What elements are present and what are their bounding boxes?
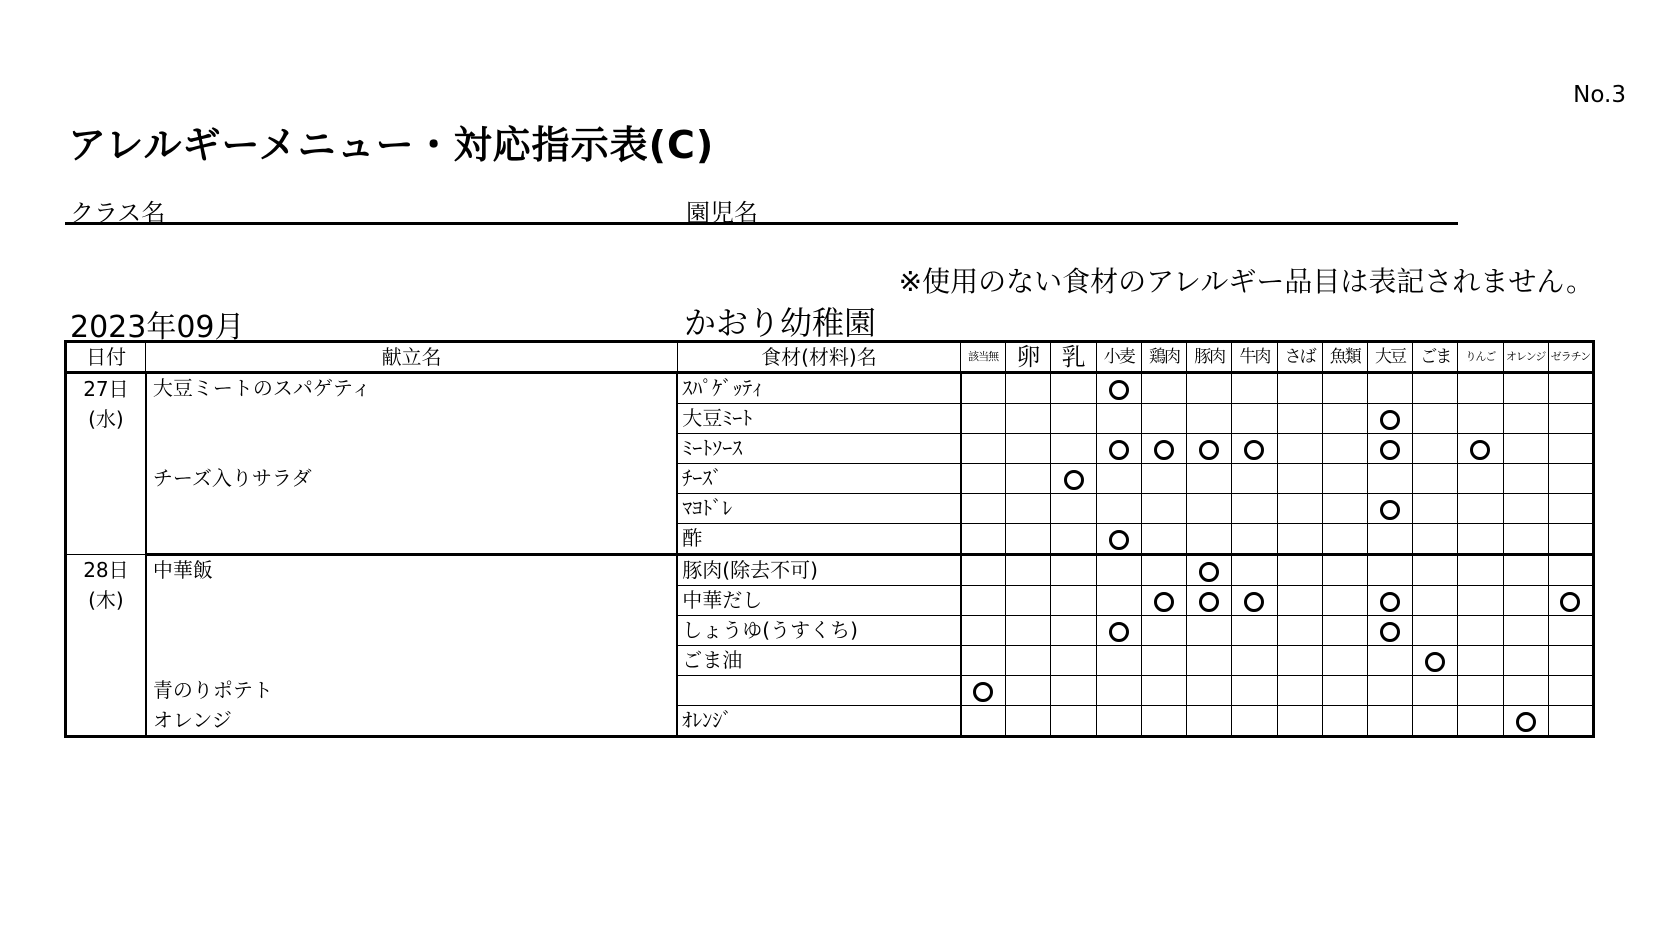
allergen-mark-circle <box>1380 500 1400 520</box>
allergen-cell <box>1413 555 1458 586</box>
allergen-cell <box>1051 586 1096 616</box>
allergen-cell <box>1367 646 1412 676</box>
header-ingredient: 食材(材料)名 <box>677 342 960 373</box>
allergen-mark-circle <box>1244 592 1264 612</box>
date-cell <box>66 373 146 555</box>
allergen-cell <box>1051 373 1096 404</box>
dish-name <box>146 404 677 434</box>
dish-name <box>146 616 677 646</box>
allergen-cell <box>1006 646 1051 676</box>
allergen-cell <box>1458 404 1503 434</box>
table-row <box>66 494 1594 524</box>
ingredient-name: 中華だし <box>677 586 960 616</box>
allergen-cell <box>1232 586 1277 616</box>
allergen-mark-circle <box>1516 712 1536 732</box>
allergen-cell <box>1322 555 1367 586</box>
allergen-cell <box>1006 524 1051 555</box>
header-allergen: オレンジ <box>1503 342 1548 373</box>
allergen-cell <box>1548 434 1593 464</box>
allergen-cell <box>1458 494 1503 524</box>
allergen-cell <box>1187 706 1232 737</box>
allergen-cell <box>1458 706 1503 737</box>
allergen-mark-circle <box>1154 592 1174 612</box>
allergen-cell <box>1548 555 1593 586</box>
ingredient-name: 酢 <box>677 524 960 555</box>
header-allergen: ゼラチン <box>1548 342 1593 373</box>
allergen-cell <box>1413 464 1458 494</box>
allergen-cell <box>1006 555 1051 586</box>
class-name-label: クラス名 <box>70 199 166 227</box>
allergen-cell <box>1548 646 1593 676</box>
allergen-cell <box>961 616 1006 646</box>
allergen-cell <box>1277 676 1322 706</box>
header-allergen: ごま <box>1413 342 1458 373</box>
allergen-cell <box>1413 524 1458 555</box>
allergen-cell <box>1458 464 1503 494</box>
header-allergen: さば <box>1277 342 1322 373</box>
allergen-cell <box>1141 586 1186 616</box>
allergen-mark-circle <box>973 682 993 702</box>
allergen-cell <box>1232 464 1277 494</box>
header-allergen: 乳 <box>1051 342 1096 373</box>
allergen-cell <box>1141 676 1186 706</box>
school-name: かおり幼稚園 <box>684 304 877 342</box>
allergen-cell <box>1051 555 1096 586</box>
allergen-cell <box>1322 586 1367 616</box>
ingredient-name: しょうゆ(うすくち) <box>677 616 960 646</box>
allergen-cell <box>1458 646 1503 676</box>
allergen-cell <box>1141 373 1186 404</box>
dish-name <box>146 586 677 616</box>
header-allergen: 鶏肉 <box>1141 342 1186 373</box>
allergen-cell <box>1141 524 1186 555</box>
name-underline <box>65 222 1458 225</box>
allergen-mark-circle <box>1380 592 1400 612</box>
allergen-cell <box>1096 434 1141 464</box>
allergen-cell <box>1458 524 1503 555</box>
allergen-cell <box>961 586 1006 616</box>
allergen-cell <box>1458 555 1503 586</box>
allergen-cell <box>1322 373 1367 404</box>
allergen-cell <box>1232 494 1277 524</box>
day-label: 27日 <box>83 377 129 401</box>
allergen-cell <box>1096 706 1141 737</box>
allergen-cell <box>1548 373 1593 404</box>
allergen-cell <box>1548 524 1593 555</box>
allergen-cell <box>1277 616 1322 646</box>
table-row <box>66 616 1594 646</box>
allergen-cell <box>1141 646 1186 676</box>
allergen-cell <box>1413 373 1458 404</box>
allergen-cell <box>1503 616 1548 646</box>
allergen-cell <box>1277 555 1322 586</box>
allergen-cell <box>961 434 1006 464</box>
allergen-cell <box>1006 434 1051 464</box>
ingredient-name: ﾁｰｽﾞ <box>677 464 960 494</box>
allergen-cell <box>1503 404 1548 434</box>
allergen-cell <box>1187 676 1232 706</box>
allergen-cell <box>1277 706 1322 737</box>
allergen-cell <box>1051 646 1096 676</box>
allergen-cell <box>961 524 1006 555</box>
allergen-cell <box>1367 494 1412 524</box>
allergen-cell <box>1187 646 1232 676</box>
allergen-cell <box>1277 494 1322 524</box>
allergen-cell <box>1503 646 1548 676</box>
allergen-cell <box>1322 494 1367 524</box>
allergen-mark-circle <box>1470 440 1490 460</box>
header-allergen: 卵 <box>1006 342 1051 373</box>
allergen-cell <box>1096 404 1141 434</box>
dish-name <box>146 646 677 676</box>
header-dish: 献立名 <box>146 342 677 373</box>
allergen-cell <box>1503 555 1548 586</box>
allergen-cell <box>1367 616 1412 646</box>
allergen-cell <box>1548 404 1593 434</box>
header-allergen: りんご <box>1458 342 1503 373</box>
allergen-cell <box>1006 373 1051 404</box>
allergen-mark-circle <box>1199 440 1219 460</box>
allergen-mark-circle <box>1244 440 1264 460</box>
allergen-mark-circle <box>1199 592 1219 612</box>
allergen-cell <box>1187 404 1232 434</box>
allergen-cell <box>1413 706 1458 737</box>
allergen-note: ※使用のない食材のアレルギー品目は表記されません。 <box>898 265 1594 298</box>
ingredient-name: ｵﾚﾝｼﾞ <box>677 706 960 737</box>
allergen-cell <box>1503 706 1548 737</box>
header-allergen: 該当無 <box>961 342 1006 373</box>
allergen-cell <box>1096 373 1141 404</box>
allergen-cell <box>1322 524 1367 555</box>
allergen-cell <box>1367 555 1412 586</box>
ingredient-name: 大豆ﾐｰﾄ <box>677 404 960 434</box>
allergen-cell <box>1322 616 1367 646</box>
allergen-cell <box>961 464 1006 494</box>
allergen-cell <box>1006 586 1051 616</box>
dish-name <box>146 494 677 524</box>
allergen-mark-circle <box>1560 592 1580 612</box>
allergen-cell <box>1458 676 1503 706</box>
allergen-cell <box>1277 586 1322 616</box>
allergen-mark-circle <box>1199 562 1219 582</box>
allergen-cell <box>1503 524 1548 555</box>
allergen-cell <box>1503 373 1548 404</box>
allergen-cell <box>1141 434 1186 464</box>
allergen-cell <box>1096 676 1141 706</box>
allergen-mark-circle <box>1380 622 1400 642</box>
allergen-cell <box>961 404 1006 434</box>
allergen-cell <box>1006 464 1051 494</box>
allergen-cell <box>1141 706 1186 737</box>
allergen-cell <box>1548 586 1593 616</box>
allergen-cell <box>1503 586 1548 616</box>
header-allergen: 魚類 <box>1322 342 1367 373</box>
weekday-label: (木) <box>88 588 124 612</box>
allergen-cell <box>1277 464 1322 494</box>
allergen-cell <box>1096 555 1141 586</box>
allergen-cell <box>1322 706 1367 737</box>
allergen-cell <box>1006 706 1051 737</box>
ingredient-name: ｽﾊﾟｹﾞｯﾃｨ <box>677 373 960 404</box>
allergen-cell <box>1413 616 1458 646</box>
allergy-menu-table <box>64 340 1595 738</box>
allergen-cell <box>1051 434 1096 464</box>
allergen-cell <box>1096 586 1141 616</box>
allergen-cell <box>1367 676 1412 706</box>
ingredient-name: ﾏﾖﾄﾞﾚ <box>677 494 960 524</box>
header-allergen: 大豆 <box>1367 342 1412 373</box>
allergen-cell <box>961 646 1006 676</box>
allergen-cell <box>1458 434 1503 464</box>
allergen-cell <box>1277 373 1322 404</box>
allergen-cell <box>1051 404 1096 434</box>
page-title: アレルギーメニュー・対応指示表(C) <box>68 123 715 167</box>
table-row <box>66 706 1594 737</box>
allergen-cell <box>1458 586 1503 616</box>
dish-name: オレンジ <box>146 706 677 737</box>
allergen-cell <box>1141 616 1186 646</box>
weekday-label: (水) <box>88 407 124 431</box>
table-row <box>66 464 1594 494</box>
allergen-cell <box>1141 464 1186 494</box>
allergen-cell <box>1187 434 1232 464</box>
date-cell <box>66 555 146 737</box>
allergen-cell <box>1503 464 1548 494</box>
allergen-cell <box>1322 404 1367 434</box>
allergen-cell <box>1141 555 1186 586</box>
allergen-cell <box>1096 616 1141 646</box>
allergen-cell <box>1367 464 1412 494</box>
ingredient-name: ごま油 <box>677 646 960 676</box>
allergen-cell <box>1413 646 1458 676</box>
table-row <box>66 555 1594 586</box>
allergen-cell <box>1413 404 1458 434</box>
allergen-cell <box>1277 434 1322 464</box>
allergen-cell <box>1232 555 1277 586</box>
allergen-cell <box>1458 373 1503 404</box>
allergen-cell <box>1187 616 1232 646</box>
allergen-cell <box>1006 676 1051 706</box>
allergen-cell <box>1413 434 1458 464</box>
allergen-mark-circle <box>1109 622 1129 642</box>
allergen-cell <box>1367 404 1412 434</box>
allergen-cell <box>1232 676 1277 706</box>
page-number: No.3 <box>1573 82 1626 108</box>
allergen-cell <box>1503 494 1548 524</box>
allergen-cell <box>961 494 1006 524</box>
allergen-mark-circle <box>1380 440 1400 460</box>
allergen-cell <box>1096 464 1141 494</box>
dish-name: チーズ入りサラダ <box>146 464 677 494</box>
table-row <box>66 676 1594 706</box>
header-date: 日付 <box>66 342 146 373</box>
allergen-cell <box>1232 373 1277 404</box>
allergen-cell <box>1006 616 1051 646</box>
allergen-cell <box>1548 676 1593 706</box>
table-row <box>66 524 1594 555</box>
ingredient-name <box>677 676 960 706</box>
table-row <box>66 646 1594 676</box>
allergen-mark-circle <box>1154 440 1174 460</box>
allergen-cell <box>1277 524 1322 555</box>
dish-name: 大豆ミートのスパゲティ <box>146 373 677 404</box>
allergen-cell <box>1232 646 1277 676</box>
allergen-cell <box>1232 524 1277 555</box>
allergen-cell <box>1322 434 1367 464</box>
allergen-cell <box>1367 434 1412 464</box>
allergen-cell <box>961 706 1006 737</box>
allergen-cell <box>961 555 1006 586</box>
allergen-cell <box>961 676 1006 706</box>
allergen-cell <box>1187 586 1232 616</box>
allergen-cell <box>1051 616 1096 646</box>
allergen-mark-circle <box>1109 530 1129 550</box>
allergen-cell <box>1051 494 1096 524</box>
allergen-cell <box>1503 434 1548 464</box>
allergen-cell <box>1413 586 1458 616</box>
dish-name <box>146 524 677 555</box>
allergen-cell <box>1367 706 1412 737</box>
allergen-cell <box>1548 706 1593 737</box>
allergen-cell <box>961 373 1006 404</box>
allergen-cell <box>1232 616 1277 646</box>
allergen-cell <box>1413 494 1458 524</box>
child-name-label: 園児名 <box>686 199 758 227</box>
allergen-cell <box>1051 706 1096 737</box>
ingredient-name: 豚肉(除去不可) <box>677 555 960 586</box>
allergen-mark-circle <box>1064 470 1084 490</box>
allergen-cell <box>1322 464 1367 494</box>
table-row <box>66 434 1594 464</box>
allergen-cell <box>1006 494 1051 524</box>
header-allergen: 小麦 <box>1096 342 1141 373</box>
menu-month: 2023年09月 <box>70 310 245 345</box>
allergen-cell <box>1458 616 1503 646</box>
allergen-cell <box>1548 494 1593 524</box>
allergen-cell <box>1413 676 1458 706</box>
allergen-cell <box>1367 586 1412 616</box>
allergen-cell <box>1141 404 1186 434</box>
allergen-cell <box>1006 404 1051 434</box>
dish-name: 青のりポテト <box>146 676 677 706</box>
day-label: 28日 <box>83 558 129 582</box>
allergen-cell <box>1187 524 1232 555</box>
allergen-cell <box>1051 464 1096 494</box>
allergen-cell <box>1277 646 1322 676</box>
allergen-cell <box>1187 464 1232 494</box>
allergen-cell <box>1232 404 1277 434</box>
allergen-cell <box>1051 524 1096 555</box>
allergen-cell <box>1367 373 1412 404</box>
allergen-cell <box>1096 646 1141 676</box>
table-row <box>66 373 1594 404</box>
allergen-cell <box>1096 524 1141 555</box>
allergen-mark-circle <box>1109 440 1129 460</box>
allergen-cell <box>1232 434 1277 464</box>
allergen-mark-circle <box>1425 652 1445 672</box>
allergen-cell <box>1322 676 1367 706</box>
ingredient-name: ﾐｰﾄｿｰｽ <box>677 434 960 464</box>
allergen-cell <box>1141 494 1186 524</box>
allergen-cell <box>1051 676 1096 706</box>
allergen-cell <box>1277 404 1322 434</box>
dish-name: 中華飯 <box>146 555 677 586</box>
allergen-cell <box>1232 706 1277 737</box>
table-header-row <box>66 342 1594 373</box>
allergen-cell <box>1187 494 1232 524</box>
allergen-cell <box>1367 524 1412 555</box>
header-allergen: 牛肉 <box>1232 342 1277 373</box>
allergen-cell <box>1322 646 1367 676</box>
allergen-cell <box>1187 373 1232 404</box>
allergen-mark-circle <box>1109 380 1129 400</box>
allergen-cell <box>1096 494 1141 524</box>
table-row <box>66 586 1594 616</box>
allergen-cell <box>1548 464 1593 494</box>
allergen-cell <box>1548 616 1593 646</box>
table-row <box>66 404 1594 434</box>
allergen-mark-circle <box>1380 410 1400 430</box>
dish-name <box>146 434 677 464</box>
allergen-cell <box>1187 555 1232 586</box>
allergen-cell <box>1503 676 1548 706</box>
header-allergen: 豚肉 <box>1187 342 1232 373</box>
